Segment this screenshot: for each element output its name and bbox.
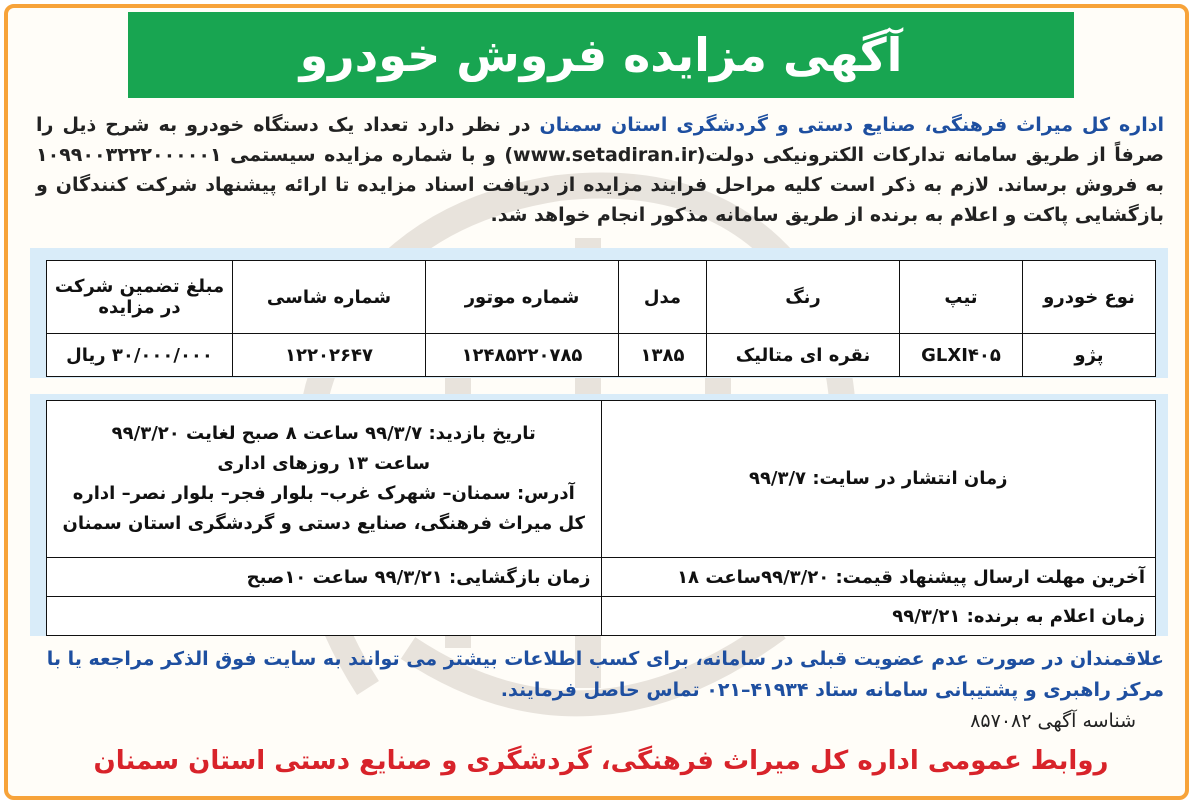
header-trim: تیپ [900,261,1023,334]
visit-date: تاریخ بازدید: ۹۹/۳/۷ ساعت ۸ صبح لغایت ۹۹/۳/۲۰ [111,423,536,444]
visit-hours: ساعت ۱۳ روزهای اداری [217,453,431,474]
visit-info-cell [47,401,602,558]
ad-title: آگهی مزایده فروش خودرو [299,28,903,82]
cell-deposit-amount: ۳۰/۰۰۰/۰۰۰ ریال [47,334,233,377]
header-color: رنگ [707,261,900,334]
visit-address-cont: کل میراث فرهنگی، صنایع دستی و گردشگری استان سمنان [62,513,586,534]
contact-paragraph: علاقمندان در صورت عدم عضویت قبلی در سامانه، برای کسب اطلاعات بیشتر می توانند به سایت فوق الذکر مراجعه یا با مرکز راهبری و پشتیبانی سامانه ستاد ۴۱۹۳۴–۰۲۱ تماس حاصل فرمایند. [46,648,1164,701]
cell-trim: GLXI۴۰۵ [900,334,1023,377]
footer-signature: روابط عمومی اداره کل میراث فرهنگی، گردشگری و صنایع دستی استان سمنان [93,746,1109,776]
header-engine-number: شماره موتور [426,261,619,334]
schedule-row-deadline [47,558,1156,597]
car-table-header-row [47,261,1156,334]
ad-title-banner [128,12,1074,98]
header-deposit-amount: مبلغ تضمین شرکت در مزایده [47,261,233,334]
header-chassis-number: شماره شاسی [233,261,426,334]
schedule-row-publish [47,401,1156,558]
schedule-row-winner [47,597,1156,636]
ad-frame [4,4,1189,800]
deadline-cell: آخرین مهلت ارسال پیشنهاد قیمت: ۹۹/۳/۲۰ساعت ۱۸ [601,558,1156,597]
car-table-row [47,334,1156,377]
cell-model: ۱۳۸۵ [619,334,707,377]
site-publish-time: زمان انتشار در سایت: ۹۹/۳/۷ [748,468,1008,489]
organization-name: اداره کل میراث فرهنگی، صنایع دستی و گردشگری استان سمنان [539,114,1164,136]
empty-cell [47,597,602,636]
cell-vehicle-type: پژو [1023,334,1156,377]
ad-id: شناسه آگهی ۸۵۷۰۸۲ [970,710,1136,732]
visit-address: آدرس: سمنان– شهرک غرب– بلوار فجر– بلوار نصر– اداره [72,483,575,504]
site-publish-cell [601,401,1156,558]
opening-cell: زمان بازگشایی: ۹۹/۳/۲۱ ساعت ۱۰صبح [47,558,602,597]
cell-chassis-number: ۱۲۲۰۲۶۴۷ [233,334,426,377]
schedule-table [46,400,1156,636]
intro-paragraph [36,110,1164,230]
intro-text: در نظر دارد تعداد یک دستگاه خودرو به شرح ذیل را صرفاً از طریق سامانه تدارکات الکترونیکی دولت(www.setadiran.ir) و با شماره مزایده سیستمی ۱۰۹۹۰۰۳۲۲۲۰۰۰۰۰۱ به فروش برساند. لازم به ذکر است کلیه مراحل فرایند مزایده از دریافت اسناد مزایده تا ارائه پیشنهاد شرکت کنندگان و بازگشایی پاکت و اعلام به برنده از طریق سامانه مذکور انجام خواهد شد. [36,114,1164,226]
car-table [46,260,1156,377]
winner-announce-cell: زمان اعلام به برنده: ۹۹/۳/۲۱ [601,597,1156,636]
cell-color: نقره ای متالیک [707,334,900,377]
header-vehicle-type: نوع خودرو [1023,261,1156,334]
cell-engine-number: ۱۲۴۸۵۲۲۰۷۸۵ [426,334,619,377]
header-model: مدل [619,261,707,334]
